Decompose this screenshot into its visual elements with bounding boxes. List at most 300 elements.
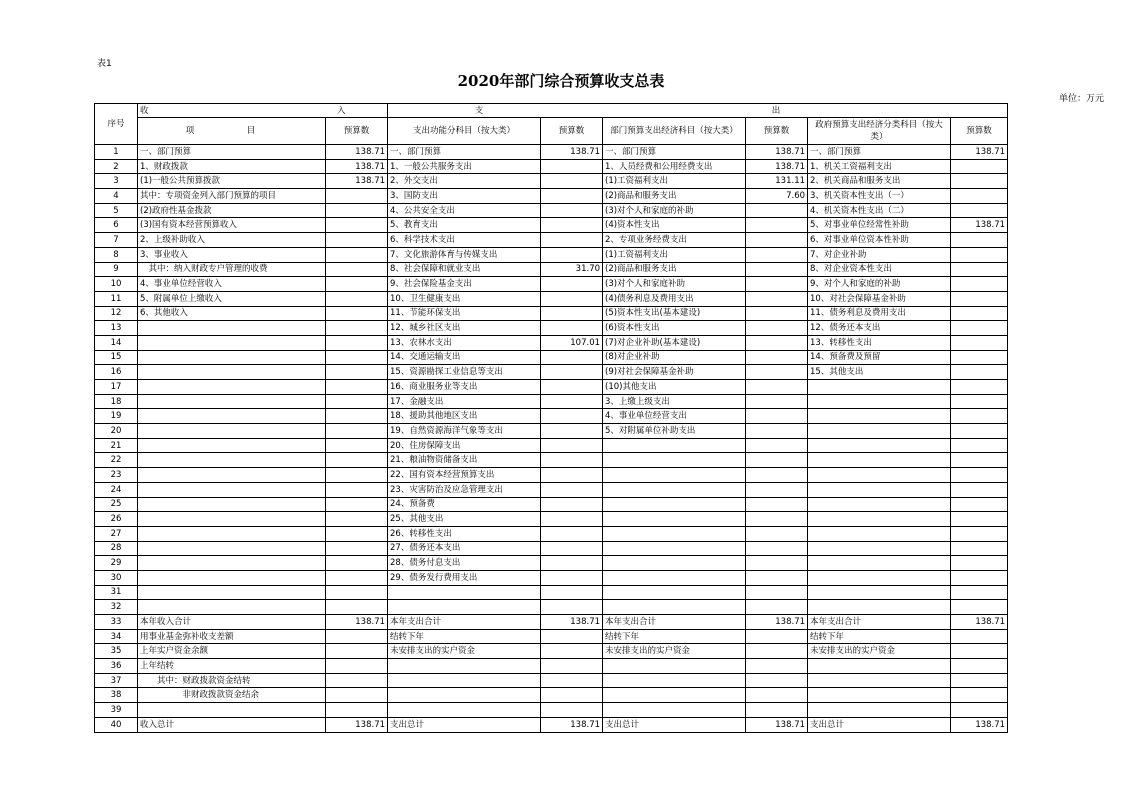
income-amount [326,189,388,204]
gov-econ-amount: 138.71 [951,218,1008,233]
func-subject: 28、债务付息支出 [388,556,541,571]
gov-econ-subject: 7、对企业补助 [808,247,951,262]
gov-econ-amount [951,291,1008,306]
income-amount [326,247,388,262]
dept-econ-amount [746,291,808,306]
dept-econ-amount [746,585,808,600]
row-seq: 18 [95,394,138,409]
dept-econ-amount [746,203,808,218]
table-row [95,218,1008,233]
dept-econ-subject: 结转下年 [603,629,746,644]
income-item [138,380,326,395]
table-row [95,174,1008,189]
gov-econ-amount [951,541,1008,556]
income-amount [326,438,388,453]
gov-econ-subject: 结转下年 [808,629,951,644]
dept-econ-amount [746,233,808,248]
gov-econ-amount [951,629,1008,644]
gov-econ-amount [951,350,1008,365]
table-row [95,306,1008,321]
gov-econ-amount [951,438,1008,453]
row-seq: 4 [95,189,138,204]
func-subject: 22、国有资本经营预算支出 [388,468,541,483]
gov-econ-amount [951,497,1008,512]
table-row [95,482,1008,497]
table-row [95,541,1008,556]
gov-econ-subject: 支出总计 [808,717,951,732]
dept-econ-subject [603,438,746,453]
row-seq: 28 [95,541,138,556]
table-row [95,277,1008,292]
row-seq: 15 [95,350,138,365]
func-amount [541,203,603,218]
func-amount [541,218,603,233]
func-subject: 23、灾害防治及应急管理支出 [388,482,541,497]
table-row [95,673,1008,688]
dept-econ-subject: 本年支出合计 [603,615,746,630]
row-seq: 25 [95,497,138,512]
income-item [138,350,326,365]
header-budget-gov: 预算数 [951,118,1008,145]
dept-econ-amount [746,409,808,424]
func-subject: 21、粮油物资储备支出 [388,453,541,468]
gov-econ-subject: 未安排支出的实户资金 [808,644,951,659]
gov-econ-amount [951,409,1008,424]
income-item: 4、事业单位经营收入 [138,277,326,292]
gov-econ-subject: 11、债务利息及费用支出 [808,306,951,321]
row-seq: 16 [95,365,138,380]
gov-econ-amount [951,277,1008,292]
gov-econ-amount [951,453,1008,468]
gov-econ-subject: 5、对事业单位经常性补助 [808,218,951,233]
func-subject: 26、转移性支出 [388,526,541,541]
dept-econ-amount [746,321,808,336]
gov-econ-amount [951,380,1008,395]
func-amount [541,644,603,659]
table-row [95,468,1008,483]
dept-econ-subject: 4、事业单位经营支出 [603,409,746,424]
income-amount [326,218,388,233]
gov-econ-subject: 8、对企业资本性支出 [808,262,951,277]
income-item [138,556,326,571]
table-row [95,512,1008,527]
income-item [138,424,326,439]
dept-econ-amount: 131.11 [746,174,808,189]
func-subject: 20、住房保障支出 [388,438,541,453]
table-row [95,717,1008,732]
header-item: 项 目 [138,118,326,145]
dept-econ-subject: 一、部门预算 [603,145,746,160]
table-row [95,291,1008,306]
func-subject [388,673,541,688]
income-amount [326,424,388,439]
dept-econ-subject: (3)对个人和家庭补助 [603,277,746,292]
func-amount [541,174,603,189]
row-seq: 29 [95,556,138,571]
income-item: 本年收入合计 [138,615,326,630]
income-amount [326,321,388,336]
dept-econ-amount: 138.71 [746,717,808,732]
gov-econ-subject: 本年支出合计 [808,615,951,630]
gov-econ-subject [808,688,951,703]
gov-econ-subject [808,468,951,483]
table-row [95,145,1008,160]
income-amount [326,512,388,527]
func-subject [388,688,541,703]
table-row [95,380,1008,395]
dept-econ-subject: (2)商品和服务支出 [603,189,746,204]
gov-econ-subject: 1、机关工资福利支出 [808,159,951,174]
table-row [95,629,1008,644]
dept-econ-amount [746,262,808,277]
income-amount [326,585,388,600]
table-row [95,233,1008,248]
dept-econ-amount [746,644,808,659]
func-amount [541,424,603,439]
func-subject: 29、债务发行费用支出 [388,570,541,585]
row-seq: 13 [95,321,138,336]
income-item [138,453,326,468]
func-subject: 一、部门预算 [388,145,541,160]
row-seq: 32 [95,600,138,615]
row-seq: 5 [95,203,138,218]
dept-econ-amount [746,673,808,688]
func-subject: 5、教育支出 [388,218,541,233]
func-amount [541,233,603,248]
func-subject: 9、社会保险基金支出 [388,277,541,292]
dept-econ-amount [746,512,808,527]
row-seq: 14 [95,335,138,350]
row-seq: 17 [95,380,138,395]
dept-econ-amount [746,526,808,541]
dept-econ-subject: (2)商品和服务支出 [603,262,746,277]
func-subject: 13、农林水支出 [388,335,541,350]
income-item [138,703,326,718]
dept-econ-subject: 1、人员经费和公用经费支出 [603,159,746,174]
gov-econ-subject [808,453,951,468]
row-seq: 38 [95,688,138,703]
func-amount [541,438,603,453]
income-amount [326,365,388,380]
income-amount [326,629,388,644]
func-subject: 结转下年 [388,629,541,644]
row-seq: 36 [95,659,138,674]
dept-econ-amount [746,556,808,571]
dept-econ-subject: 未安排支出的实户资金 [603,644,746,659]
dept-econ-subject: (10)其他支出 [603,380,746,395]
table-row [95,438,1008,453]
dept-econ-amount [746,600,808,615]
dept-econ-subject: (5)资本性支出(基本建设) [603,306,746,321]
income-amount [326,600,388,615]
gov-econ-amount [951,306,1008,321]
income-amount [326,644,388,659]
gov-econ-subject [808,585,951,600]
income-item [138,541,326,556]
dept-econ-amount: 138.71 [746,615,808,630]
table-row [95,189,1008,204]
func-amount [541,350,603,365]
gov-econ-subject [808,673,951,688]
gov-econ-amount [951,365,1008,380]
gov-econ-amount [951,189,1008,204]
func-subject: 19、自然资源海洋气象等支出 [388,424,541,439]
income-amount: 138.71 [326,159,388,174]
dept-econ-subject: (1)工资福利支出 [603,174,746,189]
gov-econ-subject: 13、转移性支出 [808,335,951,350]
income-amount [326,277,388,292]
income-item: 用事业基金弥补收支差额 [138,629,326,644]
income-item: 一、部门预算 [138,145,326,160]
dept-econ-subject [603,673,746,688]
income-amount [326,409,388,424]
unit-label: 单位：万元 [1058,94,1104,104]
dept-econ-amount: 138.71 [746,159,808,174]
dept-econ-subject [603,659,746,674]
func-amount [541,247,603,262]
dept-econ-amount [746,659,808,674]
dept-econ-amount [746,247,808,262]
income-amount [326,688,388,703]
income-item: 收入总计 [138,717,326,732]
income-item [138,497,326,512]
dept-econ-amount [746,688,808,703]
gov-econ-subject [808,703,951,718]
table-row [95,453,1008,468]
dept-econ-subject: 5、对附属单位补助支出 [603,424,746,439]
income-amount [326,468,388,483]
func-subject: 7、文化旅游体育与传媒支出 [388,247,541,262]
dept-econ-subject: (4)资本性支出 [603,218,746,233]
func-subject: 11、节能环保支出 [388,306,541,321]
func-subject [388,659,541,674]
header-gov-econ: 政府预算支出经济分类科目（按大类） [808,118,951,145]
row-seq: 23 [95,468,138,483]
gov-econ-subject [808,394,951,409]
row-seq: 9 [95,262,138,277]
header-expense: 支 出 [388,104,1008,118]
table-row [95,394,1008,409]
func-amount [541,541,603,556]
row-seq: 6 [95,218,138,233]
table-row [95,424,1008,439]
func-amount [541,482,603,497]
func-amount [541,189,603,204]
gov-econ-amount [951,394,1008,409]
table-row [95,203,1008,218]
income-amount [326,570,388,585]
dept-econ-amount [746,453,808,468]
income-amount [326,453,388,468]
dept-econ-subject [603,688,746,703]
dept-econ-amount [746,482,808,497]
table-row [95,335,1008,350]
income-item: 5、附属单位上缴收入 [138,291,326,306]
header-budget-dept: 预算数 [746,118,808,145]
row-seq: 8 [95,247,138,262]
dept-econ-amount: 7.60 [746,189,808,204]
dept-econ-amount [746,541,808,556]
dept-econ-amount [746,703,808,718]
func-subject: 2、外交支出 [388,174,541,189]
gov-econ-subject: 10、对社会保障基金补助 [808,291,951,306]
table-row [95,365,1008,380]
income-item [138,438,326,453]
gov-econ-subject: 4、机关资本性支出（二） [808,203,951,218]
gov-econ-amount [951,526,1008,541]
dept-econ-amount [746,394,808,409]
dept-econ-subject: (4)债务利息及费用支出 [603,291,746,306]
func-amount [541,570,603,585]
func-subject: 8、社会保障和就业支出 [388,262,541,277]
row-seq: 26 [95,512,138,527]
func-amount [541,688,603,703]
gov-econ-amount: 138.71 [951,145,1008,160]
income-amount [326,203,388,218]
income-item: 1、财政拨款 [138,159,326,174]
row-seq: 31 [95,585,138,600]
dept-econ-subject [603,526,746,541]
gov-econ-amount [951,703,1008,718]
income-amount [326,291,388,306]
func-amount [541,512,603,527]
income-item [138,335,326,350]
income-item: 2、上级补助收入 [138,233,326,248]
dept-econ-subject [603,497,746,512]
gov-econ-amount [951,688,1008,703]
income-amount: 138.71 [326,717,388,732]
dept-econ-amount [746,365,808,380]
func-amount [541,526,603,541]
income-item: (3)国有资本经营预算收入 [138,218,326,233]
table-row [95,556,1008,571]
table-row [95,615,1008,630]
func-amount: 138.71 [541,145,603,160]
row-seq: 34 [95,629,138,644]
func-subject: 17、金融支出 [388,394,541,409]
dept-econ-subject [603,468,746,483]
income-item [138,409,326,424]
gov-econ-subject [808,556,951,571]
dept-econ-subject: (9)对社会保障基金补助 [603,365,746,380]
header-dept-econ: 部门预算支出经济科目（按大类） [603,118,746,145]
income-item [138,394,326,409]
func-amount [541,394,603,409]
gov-econ-subject [808,512,951,527]
table-row [95,570,1008,585]
table-row [95,247,1008,262]
gov-econ-subject: 15、其他支出 [808,365,951,380]
dept-econ-amount [746,570,808,585]
dept-econ-subject: 2、专项业务经费支出 [603,233,746,248]
income-amount [326,482,388,497]
row-seq: 7 [95,233,138,248]
func-amount [541,556,603,571]
income-item [138,482,326,497]
dept-econ-amount [746,380,808,395]
income-amount [326,497,388,512]
gov-econ-subject [808,600,951,615]
gov-econ-subject [808,497,951,512]
func-subject: 1、一般公共服务支出 [388,159,541,174]
income-amount [326,526,388,541]
gov-econ-subject: 14、预备费及预留 [808,350,951,365]
row-seq: 40 [95,717,138,732]
income-item [138,585,326,600]
gov-econ-subject: 12、债务还本支出 [808,321,951,336]
gov-econ-amount: 138.71 [951,615,1008,630]
func-amount: 138.71 [541,615,603,630]
income-item: 其中：财政拨款资金结转 [138,673,326,688]
dept-econ-subject [603,453,746,468]
income-item [138,321,326,336]
gov-econ-subject [808,541,951,556]
gov-econ-amount [951,174,1008,189]
dept-econ-amount [746,335,808,350]
gov-econ-subject [808,570,951,585]
func-amount [541,497,603,512]
gov-econ-subject [808,380,951,395]
income-amount [326,380,388,395]
income-item [138,600,326,615]
dept-econ-amount [746,438,808,453]
income-amount: 138.71 [326,145,388,160]
income-item [138,526,326,541]
gov-econ-amount [951,556,1008,571]
gov-econ-amount [951,424,1008,439]
gov-econ-subject: 3、机关资本性支出（一） [808,189,951,204]
gov-econ-amount [951,482,1008,497]
header-budget-income: 预算数 [326,118,388,145]
gov-econ-amount [951,247,1008,262]
income-item: 3、事业收入 [138,247,326,262]
income-amount [326,233,388,248]
func-subject: 15、资源勘探工业信息等支出 [388,365,541,380]
func-amount [541,159,603,174]
dept-econ-subject: (1)工资福利支出 [603,247,746,262]
gov-econ-amount [951,321,1008,336]
header-budget-func: 预算数 [541,118,603,145]
income-item: 非财政拨款资金结余 [138,688,326,703]
func-subject: 支出总计 [388,717,541,732]
header-income: 收 入 [138,104,388,118]
row-seq: 37 [95,673,138,688]
gov-econ-subject: 2、机关商品和服务支出 [808,174,951,189]
income-item: 其中：纳入财政专户管理的收费 [138,262,326,277]
budget-summary-table [94,103,1008,733]
func-amount [541,600,603,615]
func-amount [541,468,603,483]
table-row [95,703,1008,718]
func-subject: 4、公共安全支出 [388,203,541,218]
func-subject [388,703,541,718]
func-amount [541,409,603,424]
func-amount [541,703,603,718]
func-amount [541,380,603,395]
gov-econ-amount [951,644,1008,659]
dept-econ-subject: 3、上缴上级支出 [603,394,746,409]
func-amount [541,659,603,674]
table-row [95,644,1008,659]
func-subject: 14、交通运输支出 [388,350,541,365]
func-amount: 107.01 [541,335,603,350]
row-seq: 3 [95,174,138,189]
gov-econ-amount [951,203,1008,218]
income-item: 上年结转 [138,659,326,674]
income-item: 6、其他收入 [138,306,326,321]
gov-econ-amount [951,159,1008,174]
func-subject: 本年支出合计 [388,615,541,630]
